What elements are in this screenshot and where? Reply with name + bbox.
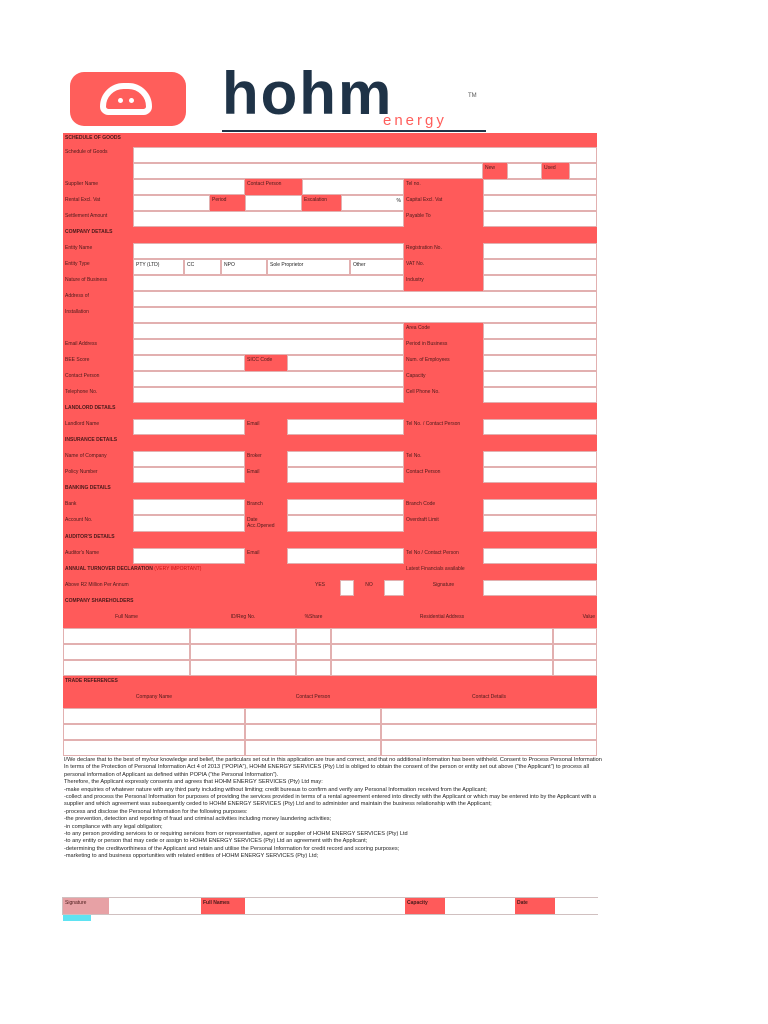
col-details: Contact Details [381, 692, 597, 708]
input-vat[interactable] [483, 259, 597, 275]
input-address-2[interactable] [133, 307, 597, 323]
cell[interactable] [245, 724, 381, 740]
input-schedule-2[interactable] [133, 163, 483, 179]
label-auditor-email: Email [245, 548, 287, 564]
input-insurance-tel[interactable] [483, 451, 597, 467]
section-title: TRADE REFERENCES [63, 676, 597, 692]
input-settlement[interactable] [133, 211, 404, 227]
label-above-r2m: Above R2 Million Per Annum [63, 580, 300, 596]
label-policy: Policy Number [63, 467, 133, 483]
input-escalation[interactable]: % [341, 195, 404, 211]
checkbox-used[interactable] [569, 163, 597, 179]
cell[interactable] [63, 724, 245, 740]
section-shareholders [63, 596, 597, 612]
cell[interactable] [296, 644, 331, 660]
label-cell: Cell Phone No. [404, 387, 483, 403]
trademark: TM [468, 93, 477, 99]
label-tel: Tel no. [404, 179, 483, 195]
input-area-code[interactable] [483, 323, 597, 339]
label-signature: Signature [404, 580, 483, 596]
brand-underline [222, 130, 486, 132]
section-title: COMPANY DETAILS [63, 227, 597, 243]
label-no: NO [354, 580, 384, 596]
hohm-logo-badge [70, 72, 186, 126]
label-new: New [483, 163, 507, 179]
label-used: Used [542, 163, 569, 179]
label-period: Period [210, 195, 245, 211]
paragraph: -process and disclose the Personal Information for the following purposes: [64, 808, 248, 815]
label-industry: Industry [404, 275, 483, 291]
input-auditor-name[interactable] [133, 548, 245, 564]
col-full-name: Full Name [63, 612, 190, 628]
section-company [63, 227, 597, 243]
input-supplier[interactable] [133, 179, 245, 195]
label-landlord-tel: Tel No. / Contact Person [404, 419, 483, 435]
section-title: ANNUAL TURNOVER DECLARATION (VERY IMPORTANT) [63, 564, 404, 580]
label-escalation: Escalation [302, 195, 341, 211]
input-landlord-email[interactable] [287, 419, 404, 435]
label-rental: Rental Excl. Vat [63, 195, 133, 211]
input-contact[interactable] [302, 179, 404, 195]
section-trade [63, 676, 597, 692]
col-company: Company Name [63, 692, 245, 708]
application-form [63, 133, 597, 756]
paragraph: I/We declare that to the best of my/our knowledge and belief, the particulars set out in this application are true and correct, and that no additional information has been withheld. Consent to Process Personal Information [64, 757, 602, 763]
section-insurance [63, 435, 597, 451]
input-nature[interactable] [133, 275, 404, 291]
cell[interactable] [245, 740, 381, 756]
option-npo[interactable]: NPO [221, 259, 267, 275]
input-full-names[interactable] [245, 898, 405, 914]
input-auditor-tel[interactable] [483, 548, 597, 564]
paragraph: -in compliance with any legal obligation; [64, 823, 163, 830]
cell[interactable] [63, 644, 190, 660]
input-period-business[interactable] [483, 339, 597, 355]
option-other[interactable]: Other [350, 259, 404, 275]
option-sole-proprietor[interactable]: Sole Proprietor [267, 259, 350, 275]
label-area-code: Area Code [404, 323, 483, 339]
cell[interactable] [331, 660, 553, 676]
label-latest-financials: Latest Financials available [404, 564, 597, 580]
input-date-final[interactable] [555, 898, 599, 914]
label-yes: YES [300, 580, 340, 596]
input-account[interactable] [133, 515, 245, 532]
input-date-opened[interactable] [287, 515, 404, 532]
section-auditor [63, 532, 597, 548]
section-title: AUDITOR'S DETAILS [63, 532, 597, 548]
input-signature-final[interactable] [109, 898, 201, 914]
col-contact: Contact Person [245, 692, 381, 708]
section-title: COMPANY SHAREHOLDERS [63, 596, 597, 612]
section-title: LANDLORD DETAILS [63, 403, 597, 419]
label-insurance-tel: Tel No. [404, 451, 483, 467]
section-title: SCHEDULE OF GOODS [63, 133, 597, 147]
label-insurance-contact: Contact Person [404, 467, 483, 483]
label-schedule: Schedule of Goods [63, 147, 133, 163]
cell[interactable] [381, 724, 597, 740]
table-row [63, 628, 597, 644]
label-date-opened: Date Acc.Opened [245, 515, 287, 532]
cell[interactable] [190, 628, 296, 644]
label-overdraft: Overdraft Limit [404, 515, 483, 532]
label-insurance-company: Name of Company [63, 451, 133, 467]
cell[interactable] [296, 660, 331, 676]
input-insurance-contact[interactable] [483, 467, 597, 483]
paragraph: -to any person providing services to or requiring services from or representative, agent or supplier of HOHM ENERGY SERVICES (Pty) Ltd [64, 831, 408, 838]
cell[interactable] [190, 644, 296, 660]
label-telephone: Telephone No. [63, 387, 133, 403]
input-industry[interactable] [483, 275, 597, 291]
input-tel[interactable] [483, 179, 597, 195]
col-value: Value [553, 612, 597, 628]
paragraph: -collect and process the Personal Information for purposes of providing the services provided in terms of a rental agreement entered into directly with the Applicant or which may be entered into by the Applicant with a supplier and which agreement was subsequently ceded to HOHM ENERGY SERVICES (Pty) Ltd and to administer and maintain the business relationship with the Applicant; [64, 794, 597, 808]
input-auditor-email[interactable] [287, 548, 404, 564]
input-period[interactable] [245, 195, 302, 211]
shareholders-header [63, 612, 597, 628]
section-title: BANKING DETAILS [63, 483, 597, 499]
table-row [63, 660, 597, 676]
label-contact: Contact Person [245, 179, 302, 195]
label-signature-final: Signature [63, 898, 109, 914]
input-capacity-final[interactable] [445, 898, 515, 914]
input-schedule[interactable] [133, 147, 597, 163]
cell[interactable] [331, 628, 553, 644]
option-pty[interactable]: PTY (LTD) [133, 259, 184, 275]
cell[interactable] [381, 740, 597, 756]
label-blank [63, 163, 133, 179]
checkbox-new[interactable] [507, 163, 542, 179]
paragraph: In terms of the Protection of Personal Information Act 4 of 2013 (“POPIA”), HOHM ENERGY SERVICES (Pty) Ltd is obliged to obtain the consent of the person or entity set out above (“the Applicant”) to process all personal information of Applicant as defined within POPIA (“the Personal Information”). [64, 764, 589, 778]
label-capital: Capital Excl. Vat [404, 195, 483, 211]
section-title: INSURANCE DETAILS [63, 435, 597, 451]
table-row [63, 644, 597, 660]
selection-marker [63, 915, 91, 921]
smiley-icon [100, 83, 152, 115]
input-rental[interactable] [133, 195, 210, 211]
input-capacity[interactable] [483, 371, 597, 387]
label-email: Email Address [63, 339, 133, 355]
paragraph: -the prevention, detection and reporting of fraud and criminal activities including money laundering activities; [64, 816, 332, 823]
label-landlord-email: Email [245, 419, 287, 435]
label-capacity-final: Capacity [405, 898, 445, 914]
label-landlord-name: Landlord Name [63, 419, 133, 435]
input-landlord-name[interactable] [133, 419, 245, 435]
section-turnover [63, 564, 597, 580]
label-settlement: Settlement Amount [63, 211, 133, 227]
label-auditor-tel: Tel No / Contact Person [404, 548, 483, 564]
brand-wordmark: hohm [222, 60, 394, 127]
cell[interactable] [381, 708, 597, 724]
cell[interactable] [63, 708, 245, 724]
col-share: %Share [296, 612, 331, 628]
input-bee[interactable] [133, 355, 245, 371]
label-contact-person: Contact Person [63, 371, 133, 387]
checkbox-yes[interactable] [340, 580, 354, 596]
label-nature: Nature of Business [63, 275, 133, 291]
input-contact-person[interactable] [133, 371, 404, 387]
cell[interactable] [296, 628, 331, 644]
input-bank[interactable] [133, 499, 245, 515]
input-registration[interactable] [483, 243, 597, 259]
input-employees[interactable] [483, 355, 597, 371]
input-telephone[interactable] [133, 387, 404, 403]
input-capital[interactable] [483, 195, 597, 211]
label-employees: Num. of Employees [404, 355, 483, 371]
label-capacity: Capacity [404, 371, 483, 387]
paragraph: -marketing to and business opportunities with related entities of HOHM ENERGY SERVICES (Pty) Ltd; [64, 853, 319, 860]
label-address: Address of [63, 291, 133, 307]
paragraph: -to any entity or person that may cede or assign to HOHM ENERGY SERVICES (Pty) Ltd an agreement with the Applicant; [64, 838, 368, 845]
label-broker: Broker [245, 451, 287, 467]
label-payable: Payable To [404, 211, 483, 227]
label-full-names: Full Names [201, 898, 245, 914]
col-id: ID/Reg No. [190, 612, 296, 628]
cell[interactable] [63, 740, 245, 756]
option-cc[interactable]: CC [184, 259, 221, 275]
section-banking [63, 483, 597, 499]
cell[interactable] [553, 660, 597, 676]
cell[interactable] [190, 660, 296, 676]
consent-text [64, 757, 604, 861]
trade-header [63, 692, 597, 708]
label-period-business: Period in Business [404, 339, 483, 355]
input-entity-name[interactable] [133, 243, 404, 259]
label-bee: BEE Score [63, 355, 133, 371]
label-registration: Registration No. [404, 243, 483, 259]
label-entity-type: Entity Type [63, 259, 133, 275]
cell[interactable] [553, 628, 597, 644]
section-schedule [63, 133, 597, 147]
input-email[interactable] [133, 339, 404, 355]
input-signature[interactable] [483, 580, 597, 596]
input-policy[interactable] [133, 467, 245, 483]
label-entity-name: Entity Name [63, 243, 133, 259]
label-sicc: SICC Code [245, 355, 287, 371]
table-row [63, 708, 597, 724]
paragraph: -make enquiries of whatever nature with any third party including without limiting; credit bureaus to confirm and verify any Personal Information received from the Applicant; [64, 786, 487, 793]
input-branch[interactable] [287, 499, 404, 515]
signature-row [62, 897, 598, 915]
label-date-final: Date [515, 898, 555, 914]
paragraph: Therefore, the Applicant expressly consents and agrees that HOHM ENERGY SERVICES (Pty) Ltd may: [64, 779, 323, 786]
section-landlord [63, 403, 597, 419]
label-branch-code: Branch Code [404, 499, 483, 515]
input-insurance-email[interactable] [287, 467, 404, 483]
label-supplier: Supplier Name [63, 179, 133, 195]
label-branch: Branch [245, 499, 287, 515]
label-account: Account No. [63, 515, 133, 532]
input-branch-code[interactable] [483, 499, 597, 515]
brand-subtitle: energy [383, 112, 447, 129]
cell[interactable] [63, 660, 190, 676]
col-address: Residential Address [331, 612, 553, 628]
input-landlord-tel[interactable] [483, 419, 597, 435]
table-row [63, 724, 597, 740]
label-installation: Installation [63, 307, 133, 323]
cell[interactable] [331, 644, 553, 660]
input-sicc[interactable] [287, 355, 404, 371]
checkbox-no[interactable] [384, 580, 404, 596]
input-insurance-company[interactable] [133, 451, 245, 467]
input-broker[interactable] [287, 451, 404, 467]
input-cell[interactable] [483, 387, 597, 403]
input-address-3[interactable] [133, 323, 404, 339]
label-auditor-name: Auditor's Name [63, 548, 133, 564]
input-address[interactable] [133, 291, 597, 307]
label-vat: VAT No. [404, 259, 483, 275]
input-payable[interactable] [483, 211, 597, 227]
label-blank [63, 323, 133, 339]
cell[interactable] [245, 708, 381, 724]
cell[interactable] [63, 628, 190, 644]
paragraph: -determining the creditworthiness of the Applicant and retain and utilise the Personal Information for credit record and scoring purposes; [64, 845, 400, 852]
label-bank: Bank [63, 499, 133, 515]
label-insurance-email: Email [245, 467, 287, 483]
table-row [63, 740, 597, 756]
cell[interactable] [553, 644, 597, 660]
input-overdraft[interactable] [483, 515, 597, 532]
